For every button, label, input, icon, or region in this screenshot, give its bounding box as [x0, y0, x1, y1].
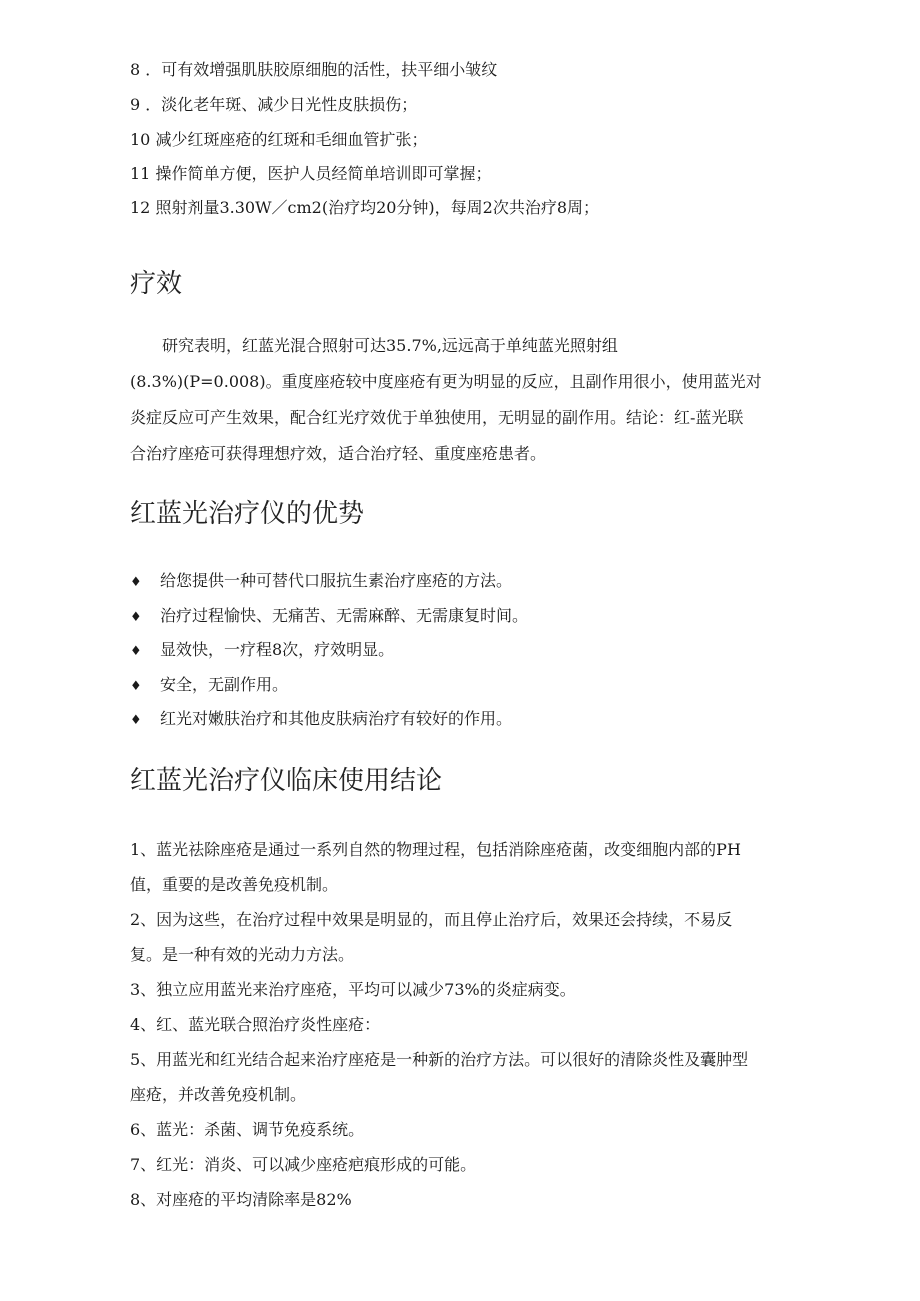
intro-item-8: 8 ．可有效增强肌肤胶原细胞的活性，扶平细小皱纹 — [130, 60, 498, 79]
diamond-bullet-icon: ♦ — [130, 679, 142, 694]
intro-item-10: 10 减少红斑座疮的红斑和毛细血管扩张； — [130, 130, 428, 149]
efficacy-line: 合治疗座疮可获得理想疗效，适合治疗轻、重度座疮患者。 — [130, 444, 547, 463]
advantage-item — [130, 709, 512, 731]
efficacy-line: 炎症反应可产生效果，配合红光疗效优于单独使用，无明显的副作用。结论：红-蓝光联 — [130, 408, 744, 427]
conclusions-list — [130, 832, 790, 1217]
advantage-item — [130, 571, 512, 593]
conclusion-line: 3、独立应用蓝光来治疗座疮，平均可以减少73%的炎症病变。 — [130, 980, 576, 999]
advantage-text: 安全，无副作用。 — [160, 675, 289, 694]
conclusion-line: 座疮，并改善免疫机制。 — [130, 1085, 307, 1104]
conclusion-line: 4、红、蓝光联合照治疗炎性座疮： — [130, 1015, 381, 1034]
intro-item-9: 9 ．淡化老年斑、减少日光性皮肤损伤； — [130, 95, 418, 114]
diamond-bullet-icon: ♦ — [130, 575, 142, 590]
intro-item-12: 12 照射剂量3.30W／cm2(治疗均20分钟)，每周2次共治疗8周； — [130, 198, 600, 217]
advantage-text: 显效快，一疗程8次，疗效明显。 — [160, 640, 395, 659]
conclusion-line: 值，重要的是改善免疫机制。 — [130, 875, 339, 894]
efficacy-line: (8.3%)(P=0.008)。重度座疮较中度座疮有更为明显的反应，且副作用很小，使用蓝光对 — [130, 372, 762, 391]
conclusion-line: 2、因为这些，在治疗过程中效果是明显的，而且停止治疗后，效果还会持续，不易反 — [130, 910, 733, 929]
diamond-bullet-icon: ♦ — [130, 610, 142, 625]
conclusion-line: 6、蓝光：杀菌、调节免疫系统。 — [130, 1120, 365, 1139]
conclusion-line: 1、蓝光祛除座疮是通过一系列自然的物理过程，包括消除座疮菌，改变细胞内部的PH — [130, 840, 741, 859]
advantage-text: 红光对嫩肤治疗和其他皮肤病治疗有较好的作用。 — [160, 709, 513, 728]
conclusions-heading: 红蓝光治疗仪临床使用结论 — [130, 766, 443, 796]
conclusion-line: 复。是一种有效的光动力方法。 — [130, 945, 355, 964]
conclusion-line: 8、对座疮的平均清除率是82% — [130, 1190, 352, 1209]
advantage-text: 治疗过程愉快、无痛苦、无需麻醉、无需康复时间。 — [160, 606, 529, 625]
advantages-heading: 红蓝光治疗仪的优势 — [130, 499, 365, 529]
advantage-item — [130, 675, 288, 697]
conclusion-line: 7、红光：消炎、可以减少座疮疤痕形成的可能。 — [130, 1155, 477, 1174]
advantage-text: 给您提供一种可替代口服抗生素治疗座疮的方法。 — [160, 571, 513, 590]
advantage-item — [130, 606, 528, 628]
diamond-bullet-icon: ♦ — [130, 644, 142, 659]
intro-item-11: 11 操作简单方便，医护人员经简单培训即可掌握； — [130, 164, 492, 183]
conclusion-line: 5、用蓝光和红光结合起来治疗座疮是一种新的治疗方法。可以很好的清除炎性及囊肿型 — [130, 1050, 749, 1069]
efficacy-heading: 疗效 — [130, 269, 183, 299]
advantage-item — [130, 640, 394, 662]
efficacy-line: 研究表明，红蓝光混合照射可达35.7%,远远高于单纯蓝光照射组 — [130, 336, 618, 355]
diamond-bullet-icon: ♦ — [130, 713, 142, 728]
efficacy-paragraph — [130, 328, 790, 472]
